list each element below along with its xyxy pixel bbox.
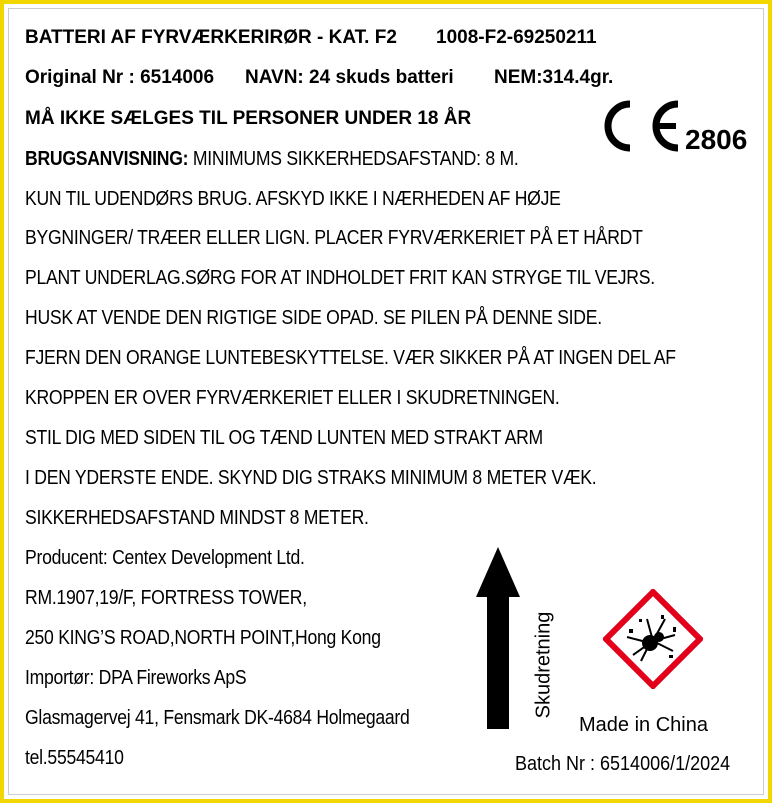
- firing-direction-text: Skudretning: [532, 611, 555, 719]
- minimum-distance: MINIMUMS SIKKERHEDSAFSTAND: 8 M.: [188, 148, 519, 170]
- instruction-line: KUN TIL UDENDØRS BRUG. AFSKYD IKKE I NÆRHEDEN AF HØJE: [25, 188, 561, 210]
- importer-address: Glasmagervej 41, Fensmark DK-4684 Holmegaard: [25, 707, 410, 729]
- instruction-line: FJERN DEN ORANGE LUNTEBESKYTTELSE. VÆR SIKKER PÅ AT INGEN DEL AF: [25, 347, 676, 369]
- importer-name: Importør: DPA Fireworks ApS: [25, 667, 247, 689]
- instructions-first-line: [25, 147, 519, 171]
- firing-direction-label: [532, 604, 556, 726]
- product-title: BATTERI AF FYRVÆRKERIRØR - KAT. F2: [25, 27, 397, 48]
- producer-address-1: RM.1907,19/F, FORTRESS TOWER,: [25, 587, 307, 609]
- age-warning: MÅ IKKE SÆLGES TIL PERSONER UNDER 18 ÅR: [25, 108, 472, 129]
- instruction-line: KROPPEN ER OVER FYRVÆRKERIET ELLER I SKUDRETNINGEN.: [25, 387, 560, 409]
- producer-name: Producent: Centex Development Ltd.: [25, 547, 305, 569]
- ghs-explosive-icon: [603, 589, 703, 689]
- instruction-line: PLANT UNDERLAG.SØRG FOR AT INDHOLDET FRIT KAN STRYGE TIL VEJRS.: [25, 267, 655, 289]
- instruction-line: STIL DIG MED SIDEN TIL OG TÆND LUNTEN MED STRAKT ARM: [25, 427, 543, 449]
- instruction-line: SIKKERHEDSAFSTAND MINDST 8 METER.: [25, 507, 369, 529]
- batch-number: Batch Nr : 6514006/1/2024: [515, 753, 731, 775]
- instruction-line: BYGNINGER/ TRÆER ELLER LIGN. PLACER FYRVÆRKERIET PÅ ET HÅRDT: [25, 227, 643, 249]
- country-of-origin: Made in China: [579, 714, 708, 736]
- original-number: Original Nr : 6514006: [25, 67, 215, 88]
- phone-number: tel.55545410: [25, 747, 124, 769]
- instruction-line: HUSK AT VENDE DEN RIGTIGE SIDE OPAD. SE PILEN PÅ DENNE SIDE.: [25, 307, 602, 329]
- product-name: NAVN: 24 skuds batteri: [245, 67, 454, 88]
- ce-mark-icon: [600, 100, 682, 152]
- net-explosive-mass: NEM:314.4gr.: [494, 67, 614, 88]
- notified-body-number: 2806: [685, 124, 748, 155]
- instructions-label: BRUGSANVISNING:: [25, 148, 189, 170]
- up-arrow-icon: [476, 547, 520, 729]
- producer-address-2: 250 KING’S ROAD,NORTH POINT,Hong Kong: [25, 627, 381, 649]
- product-code: 1008-F2-69250211: [436, 27, 597, 48]
- instruction-line: I DEN YDERSTE ENDE. SKYND DIG STRAKS MINIMUM 8 METER VÆK.: [25, 467, 597, 489]
